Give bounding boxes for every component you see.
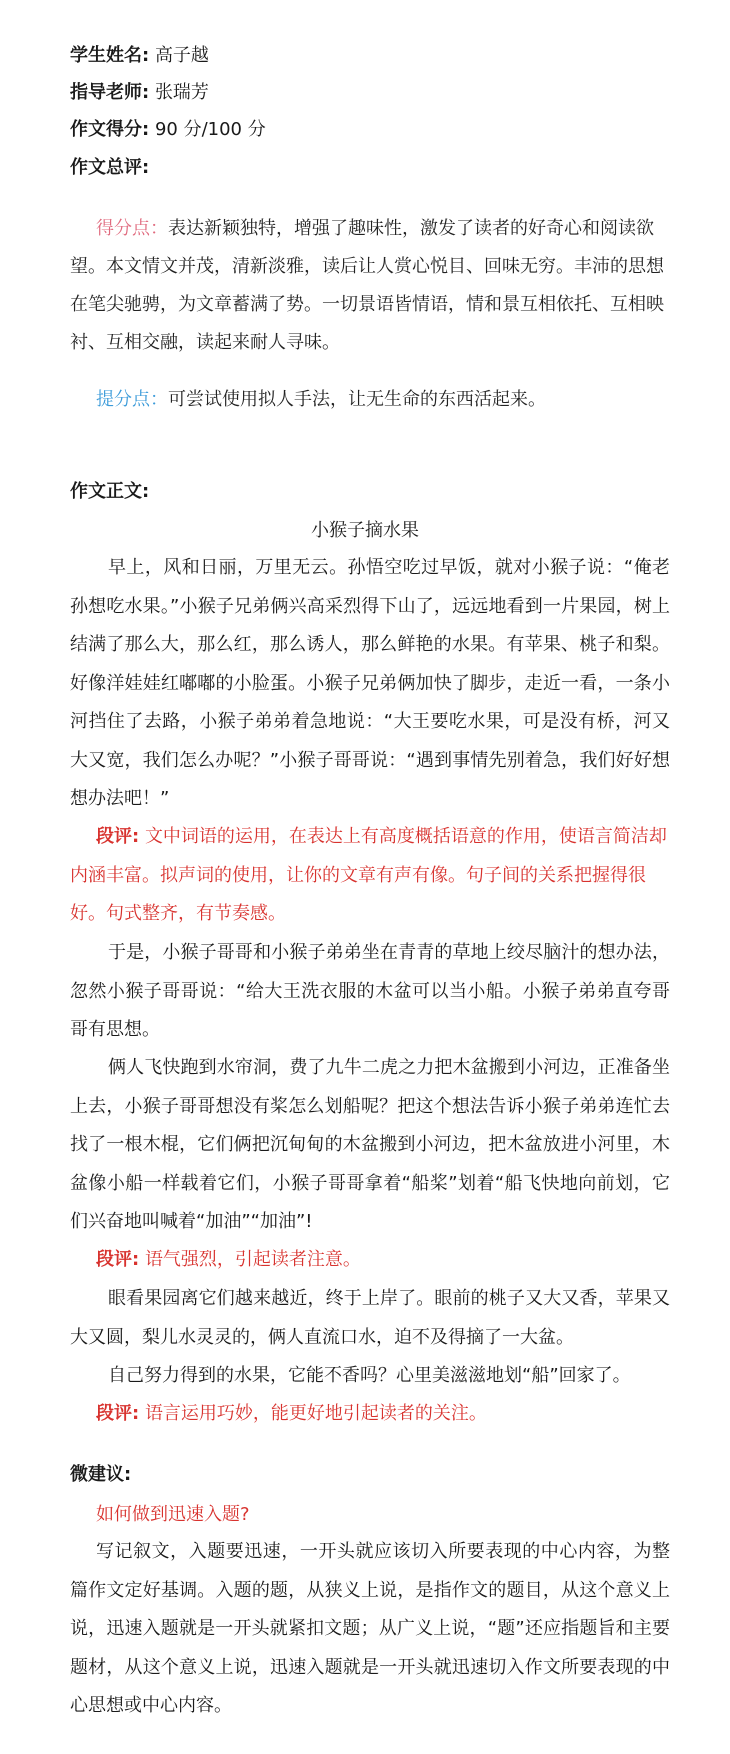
score-value: 90 分/100 分	[154, 119, 266, 140]
suggestion-body: 写记叙文，入题要迅速，一开头就应该切入所要表现的中心内容，为整篇作文定好基调。入题的题，从狭义上说，是指作文的题目，从这个意义上说，迅速入题就是一开头就紧扣文题；从广义上说，“题”还应指题旨和主要题材，从这个意义上说，迅速入题就是一开头就迅速切入作文所要表现的中心思想或中心内容。	[70, 1541, 670, 1716]
student-name-line	[70, 44, 209, 68]
review-1-text: 文中词语的运用，在表达上有高度概括语意的作用，使语言简洁却内涵丰富。拟声词的使用，让你的文章有声有像。句子间的关系把握得很好。句式整齐，有节奏感。	[70, 826, 667, 924]
suggestion-section-heading: 微建议:	[70, 1464, 132, 1485]
teacher-label: 指导老师:	[70, 82, 150, 103]
score-line	[70, 118, 266, 142]
essay-paragraph-2: 于是，小猴子哥哥和小猴子弟弟坐在青青的草地上绞尽脑汁的想办法，忽然小猴子哥哥说：“给大王洗衣服的木盆可以当小船。小猴子弟弟直夸哥哥有思想。	[70, 942, 670, 1040]
tip-point-label: 提分点：	[96, 389, 168, 410]
student-name-value: 高子越	[154, 45, 209, 66]
score-label: 作文得分:	[70, 119, 150, 140]
essay-paragraph-5: 自己努力得到的水果，它能不香吗？心里美滋滋地划“船”回家了。	[108, 1365, 631, 1386]
paragraph-review-3	[70, 1395, 670, 1434]
overall-comment-label: 作文总评:	[70, 157, 150, 178]
teacher-line	[70, 81, 209, 105]
overall-comment-heading	[70, 156, 149, 180]
essay-paragraph-4: 眼看果园离它们越来越近，终于上岸了。眼前的桃子又大又香，苹果又大又圆，梨儿水灵灵的，俩人直流口水，迫不及得摘了一大盆。	[70, 1288, 670, 1348]
review-2-text: 语气强烈，引起读者注意。	[144, 1249, 361, 1270]
essay-paragraph-3: 俩人飞快跑到水帘洞，费了九牛二虎之力把木盆搬到小河边，正准备坐上去，小猴子哥哥想没有桨怎么划船呢？把这个想法告诉小猴子弟弟连忙去找了一根木棍，它们俩把沉甸甸的木盆搬到小河边，把木盆放进小河里，木盆像小船一样载着它们，小猴子哥哥拿着“船桨”划着“船飞快地向前划，它们兴奋地叫喊着“加油”“加油”!	[70, 1057, 670, 1232]
review-2-label: 段评:	[96, 1249, 140, 1270]
tip-point-text: 可尝试使用拟人手法，让无生命的东西活起来。	[168, 389, 546, 410]
essay-title: 小猴子摘水果	[311, 520, 419, 541]
score-point-label: 得分点：	[96, 218, 168, 239]
score-point-text: 表达新颖独特，增强了趣味性，激发了读者的好奇心和阅读欲望。本文情文并茂，清新淡雅，读后让人赏心悦目、回味无穷。丰沛的思想在笔尖驰骋，为文章蓄满了势。一切景语皆情语，情和景互相依托、互相映衬、互相交融，读起来耐人寻味。	[70, 218, 664, 353]
tip-point-paragraph	[70, 381, 670, 419]
essay-section-heading: 作文正文:	[70, 481, 150, 502]
score-point-paragraph	[70, 210, 670, 362]
review-3-label: 段评:	[96, 1403, 140, 1424]
student-name-label: 学生姓名:	[70, 45, 150, 66]
review-3-text: 语言运用巧妙，能更好地引起读者的关注。	[144, 1403, 487, 1424]
review-1-label: 段评:	[96, 826, 140, 847]
paragraph-review-1	[70, 818, 670, 934]
paragraph-review-2	[70, 1241, 670, 1280]
teacher-value: 张瑞芳	[154, 82, 209, 103]
essay-paragraph-1: 早上，风和日丽，万里无云。孙悟空吃过早饭，就对小猴子说：“俺老孙想吃水果。”小猴子兄弟俩兴高采烈得下山了，远远地看到一片果园，树上结满了那么大，那么红，那么诱人，那么鲜艳的水果。有苹果、桃子和梨。好像洋娃娃红嘟嘟的小脸蛋。小猴子兄弟俩加快了脚步，走近一看，一条小河挡住了去路，小猴子弟弟着急地说：“大王要吃水果，可是没有桥，河又大又宽，我们怎么办呢？”小猴子哥哥说：“遇到事情先别着急，我们好好想想办法吧！”	[70, 557, 670, 809]
suggestion-heading: 如何做到迅速入题?	[96, 1504, 250, 1525]
